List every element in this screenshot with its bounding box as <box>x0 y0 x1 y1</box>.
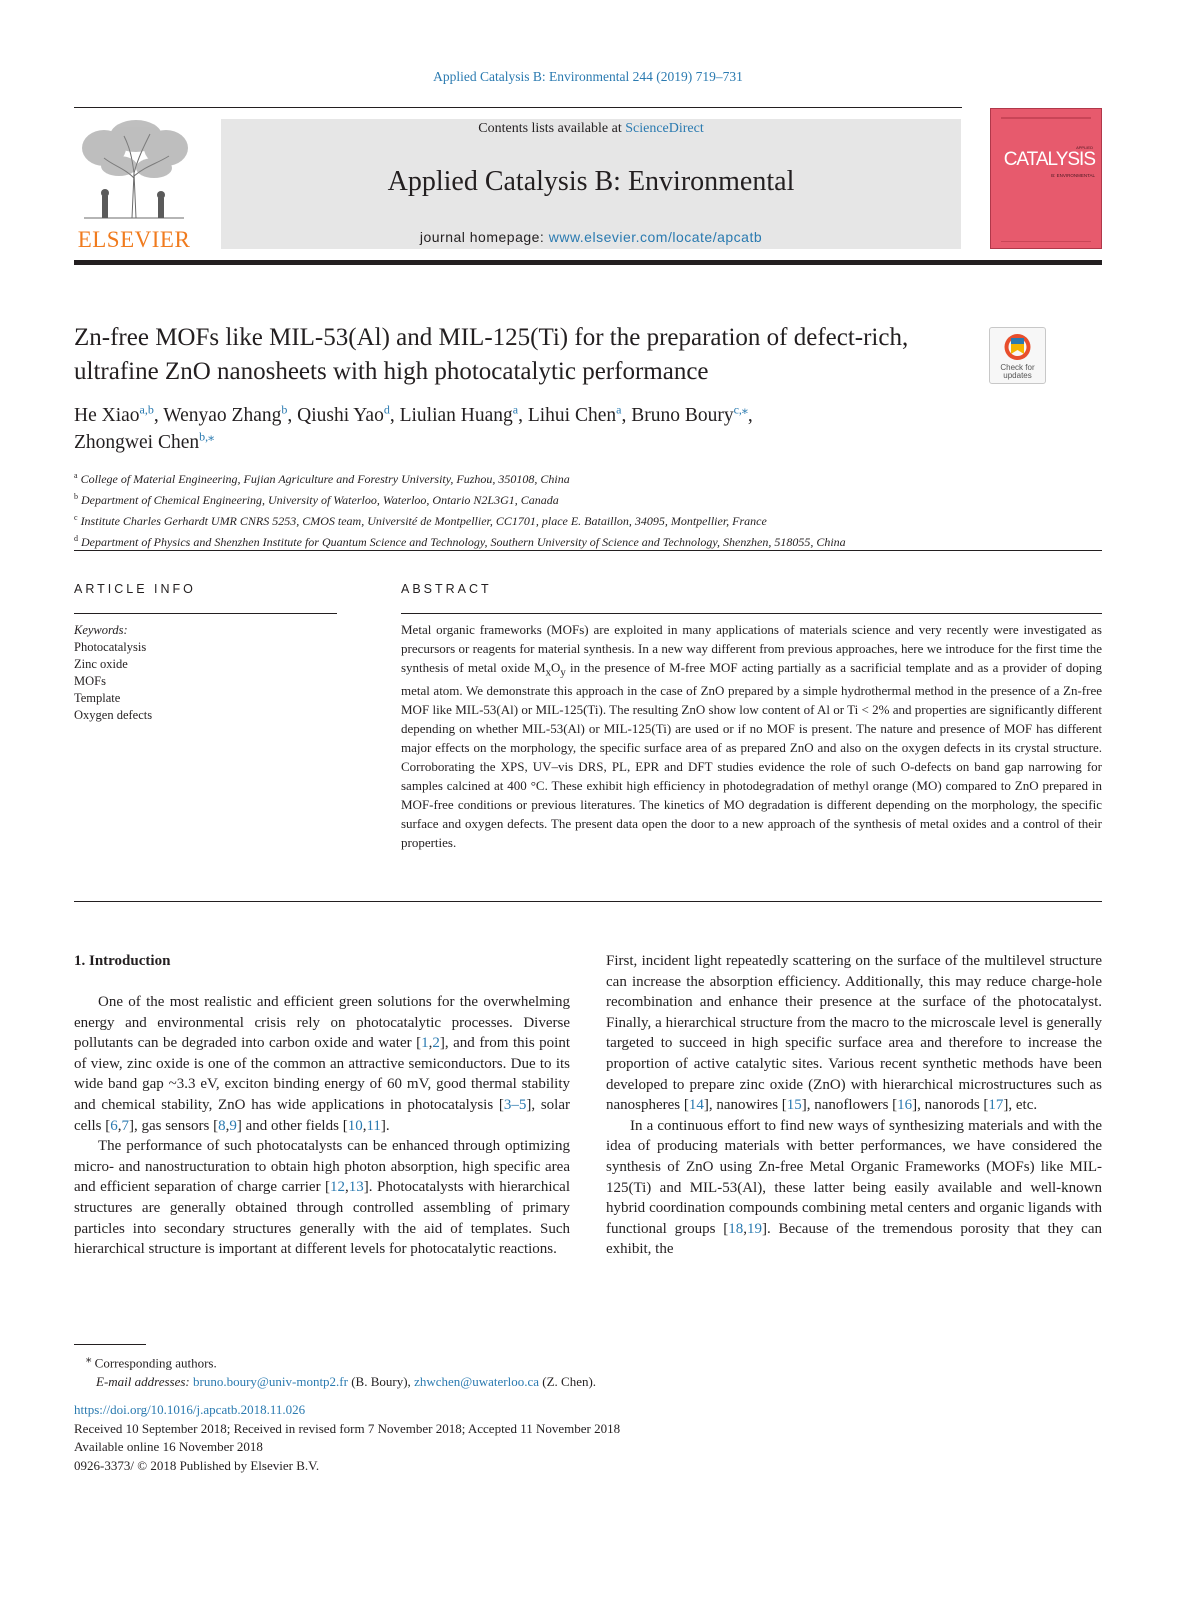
section-heading-introduction: 1. Introduction <box>74 953 171 969</box>
affiliation-text: Department of Chemical Engineering, University of Waterloo, Waterloo, Ontario N2L3G1, Canada <box>81 493 559 507</box>
body-text: The performance of such photocatalysts can be enhanced through optimizing micro- and nanostructuration to obtain high photon absorption, high specific area and efficient separation of charge carrier [ <box>74 1138 570 1196</box>
body-text: ], and from this point of view, zinc oxide is one of the common an attractive semiconductors. Due to its wide band gap ~3.3 eV, exciton binding energy of 60 mV, good thermal stability and chemical stability, ZnO has wide applications in photocatalysis [ <box>74 1035 570 1113</box>
body-text: ]. Because of the tremendous porosity that they can exhibit, the <box>606 1220 1103 1258</box>
body-text: In a continuous effort to find new ways of synthesizing materials and with the idea of producing materials with better performances, we have considered the synthesis of ZnO using Zn-free Metal Organic Frameworks (MOFs) like MIL-125(Ti) and MIL-53(Al), these latter being easily available and well-known hybrid coordination compounds combining metal centers and organic ligands with functional groups [ <box>606 1117 1102 1237</box>
elsevier-wordmark: ELSEVIER <box>77 227 191 252</box>
author-name[interactable]: Zhongwei Chen <box>74 432 200 453</box>
email-line <box>86 1373 1096 1392</box>
homepage-link[interactable]: www.elsevier.com/locate/apcatb <box>548 229 763 245</box>
copyright: 0926-3373/ © 2018 Published by Elsevier B.V. <box>74 1457 320 1473</box>
citation-link[interactable]: 13 <box>348 1179 364 1196</box>
author-name[interactable]: Liulian Huang <box>399 405 513 426</box>
email-owner: (B. Boury), <box>347 1373 415 1389</box>
contents-line <box>221 121 961 137</box>
body-text: ]. <box>380 1117 390 1134</box>
check-updates-label: Check for updates <box>1000 363 1035 380</box>
body-text: ], etc. <box>1003 1097 1038 1114</box>
cover-title: CATALYSIS <box>1003 149 1095 170</box>
citation-link[interactable]: 3–5 <box>503 1096 527 1113</box>
header-rule <box>74 107 962 108</box>
body-text: ], nanorods [ <box>912 1097 989 1114</box>
keyword[interactable]: Template <box>74 691 121 705</box>
affiliations <box>74 467 1094 551</box>
citation-link[interactable]: 14 <box>688 1097 704 1114</box>
running-head[interactable]: Applied Catalysis B: Environmental 244 (2019) 719–731 <box>433 69 743 84</box>
abstract-text <box>401 621 1102 852</box>
tree-icon <box>74 118 194 223</box>
journal-title[interactable]: Applied Catalysis B: Environmental <box>387 166 795 197</box>
body-column-left <box>74 992 570 1260</box>
homepage-prefix: journal homepage: <box>419 229 549 245</box>
citation-link[interactable]: 10 <box>347 1117 363 1134</box>
article-title: Zn-free MOFs like MIL-53(Al) and MIL-125(Ti) for the preparation of defect-rich, ultrafine ZnO nanosheets with high photocatalytic performance <box>74 324 909 385</box>
keyword[interactable]: Photocatalysis <box>74 640 147 654</box>
abstract-part: in the presence of M-free MOF acting partially as a sacrificial template and as a provider of doping metal atom. We demonstrate this approach in the case of ZnO prepared by a simple hydrothermal method in the presence of a Zn-free MOF like MIL-53(Al) or MIL-125(Ti). The resulting ZnO show low content of Al or Ti < 2% and properties are significantly different depending on whether MIL-53(Al) or MIL-125(Ti) are used or if no MOF is present. The nature and presence of MOF has different major effects on the morphology, the specific surface area of as prepared ZnO and also on the oxygen defects in its crystal structure. Corroborating the XPS, UV–vis DRS, PL, EPR and DFT studies evidence the role of such O-defects on band gap narrowing for samples calcined at 400 °C. These exhibit high efficiency in photodegradation of methyl orange (MO) compared to ZnO prepared in MOF-free conditions or previous literatures. The kinetics of MO degradation is different depending on the morphology, the specific surface and oxygen defects. The present data open the door to a new approach of the synthesis of metal oxides and a control of their properties. <box>401 659 1102 850</box>
doi-link[interactable]: https://doi.org/10.1016/j.apcatb.2018.11.026 <box>74 1402 306 1417</box>
body-text: ], solar cells [ <box>74 1096 571 1134</box>
author-name[interactable]: Lihui Chen <box>527 405 617 426</box>
body-text: ]. Photocatalysts with hierarchical structures are generally obtained through controlled assembling of primary particles into secondary structures generally with the aid of templates. Such hierarchical structure is important at different levels for photocatalytic reactions. <box>74 1179 570 1258</box>
corresponding-label: Corresponding authors. <box>94 1355 217 1371</box>
citation-link[interactable]: 8 <box>218 1117 226 1134</box>
citation-link[interactable]: 15 <box>786 1097 802 1114</box>
masthead <box>221 119 961 249</box>
journal-cover[interactable] <box>990 108 1102 249</box>
citation-link[interactable]: 6 <box>110 1117 118 1134</box>
abstract-subscript: x <box>545 666 552 679</box>
author-affil-mark[interactable]: c,⁎ <box>733 402 748 417</box>
email-label: E-mail addresses: <box>96 1373 190 1389</box>
citation-link[interactable]: 1 <box>421 1035 429 1052</box>
body-text: ] and other fields [ <box>236 1117 348 1134</box>
author-name[interactable]: Bruno Boury <box>631 405 734 426</box>
abstract-part: Metal organic frameworks (MOFs) are exploited in many applications of materials science and very recently were investigated as precursors or reagents for material synthesis. In a new way different from previous approaches, here we introduce for the first time the synthesis of metal oxide M <box>401 622 1102 675</box>
citation-link[interactable]: 2 <box>432 1035 440 1052</box>
author-affil-mark[interactable]: a <box>616 402 622 417</box>
affiliation-mark: c <box>74 513 78 522</box>
check-updates-icon <box>990 328 1045 368</box>
cover-top-text: APPLIED <box>1076 145 1093 150</box>
author-affil-mark[interactable]: a,b <box>139 402 154 417</box>
history-dates: Received 10 September 2018; Received in revised form 7 November 2018; Accepted 11 November 2018 <box>74 1420 621 1436</box>
affiliation-mark: b <box>74 492 78 501</box>
author-name[interactable]: He Xiao <box>74 405 140 426</box>
affiliation-text: Department of Physics and Shenzhen Institute for Quantum Science and Technology, Southern University of Science and Technology, Shenzhen, 518055, China <box>81 535 846 549</box>
keywords-label: Keywords: <box>74 623 128 637</box>
author-name[interactable]: Qiushi Yao <box>297 405 384 426</box>
citation-link[interactable]: 17 <box>988 1097 1004 1114</box>
footnote-mark: ⁎ <box>86 1353 92 1365</box>
footnote-rule <box>74 1344 146 1345</box>
citation-link[interactable]: 12 <box>330 1179 346 1196</box>
body-paragraph <box>606 951 1102 1116</box>
abstract-heading: ABSTRACT <box>401 582 492 596</box>
elsevier-logo[interactable] <box>74 118 204 253</box>
citation-link[interactable]: 18 <box>728 1220 744 1237</box>
affiliation <box>74 509 1094 530</box>
cover-subtitle: B: ENVIRONMENTAL <box>1051 173 1095 178</box>
author-affil-mark[interactable]: b <box>281 402 288 417</box>
contents-prefix: Contents lists available at <box>478 121 626 136</box>
abstract-subscript: y <box>560 666 566 679</box>
citation-link[interactable]: 7 <box>121 1117 129 1134</box>
abstract-rule <box>401 613 1102 614</box>
article-info-rule <box>74 613 337 614</box>
affiliation-mark: d <box>74 534 78 543</box>
article-info-heading: ARTICLE INFO <box>74 582 196 596</box>
abstract-end-rule <box>74 901 1102 902</box>
citation-link[interactable]: 11 <box>366 1117 381 1134</box>
sciencedirect-link[interactable]: ScienceDirect <box>625 121 704 136</box>
affiliation-text: College of Material Engineering, Fujian Agriculture and Forestry University, Fuzhou, 350108, China <box>80 472 570 486</box>
email-owner: (Z. Chen). <box>539 1373 597 1389</box>
check-for-updates-button[interactable] <box>989 327 1046 384</box>
citation-link[interactable]: 16 <box>897 1097 913 1114</box>
affiliation <box>74 530 1094 551</box>
corresponding-line <box>86 1350 1096 1373</box>
author-name[interactable]: Wenyao Zhang <box>163 405 282 426</box>
citation-link[interactable]: 19 <box>746 1220 762 1237</box>
author-affil-mark[interactable]: b,⁎ <box>199 429 215 444</box>
cover-bottom-rule <box>1001 241 1091 242</box>
keywords-block <box>74 622 334 724</box>
body-text: ], nanoflowers [ <box>801 1097 898 1114</box>
body-paragraph: In a continuous effort to find new ways of synthesizing materials and with the idea of producing materials with better performances, we have considered the synthesis of ZnO using Zn-free Metal Organic Frameworks (MOFs) like MIL-125(Ti) and MIL-53(Al), these latter being easily available and well-known hybrid coordination compounds combining metal centers and organic ligands with functional groups [18,19]. Because of the tremendous porosity that they can exhibit, the <box>606 1117 1103 1258</box>
homepage-line <box>221 229 961 245</box>
body-paragraph: One of the most realistic and efficient green solutions for the overwhelming energy and environmental crisis rely on photocatalytic processes. Diverse pollutants can be degraded into carbon oxide and water [1,2], and from this point of view, zinc oxide is one of the common an attractive semiconductors. Due to its wide band gap ~3.3 eV, exciton binding energy of 60 mV, good thermal stability and chemical stability, ZnO has wide applications in photocatalysis [3–5], solar cells [6,7], gas sensors [8,9] and other fields [10,11]. <box>74 994 571 1134</box>
online-date: Available online 16 November 2018 <box>74 1439 263 1454</box>
keyword[interactable]: Oxygen defects <box>74 708 153 722</box>
keyword[interactable]: Zinc oxide <box>74 657 128 671</box>
affiliation <box>74 488 1094 509</box>
affiliation-text: Institute Charles Gerhardt UMR CNRS 5253, CMOS team, Université de Montpellier, CC1701, place E. Bataillon, 34095, Montpellier, France <box>80 514 767 528</box>
affiliation <box>74 467 1094 488</box>
masthead-rule <box>74 260 1102 265</box>
corresponding-footnote <box>86 1350 1096 1391</box>
body-text: First, incident light repeatedly scattering on the surface of the multilevel structure can increase the absorption efficiency. Additionally, this may reduce charge-hole recombination and enhance their presence at the surface of the photocatalyst. Finally, a hierarchical structure from the macro to the microscale level is generally targeted to succeed in high specific surface area and therefore to increase the proportion of active catalytic sites. Various recent synthetic methods have been developed to prepare zinc oxide (ZnO) with hierarchical microstructures such as nanospheres [ <box>606 953 1102 1114</box>
author-affil-mark[interactable]: d <box>383 402 390 417</box>
body-text: ], gas sensors [ <box>128 1117 219 1134</box>
author-affil-mark[interactable]: a <box>512 402 519 417</box>
affiliation-rule <box>74 550 1102 551</box>
email-link[interactable]: bruno.boury@univ-montp2.fr <box>193 1373 348 1389</box>
keyword-list <box>74 639 334 724</box>
author-list: He Xiao$^{a,b}$, Wenyao Zhang$^b$, Qiushi Yao$^d$, Liulian Huang$^a$, Lihui Chen$^a$, Bruno Boury$^{c,⁎}$, Zhongwei Chen$^{b,⁎}$ <box>74 402 753 453</box>
body-paragraph: The performance of such photocatalysts can be enhanced through optimizing micro- and nanostructuration to obtain high photon absorption, high specific area and efficient separation of charge carrier [12,13]. Photocatalysts with hierarchical structures are generally obtained through controlled assembling of primary particles into secondary structures generally with the aid of templates. Such hierarchical structure is important at different levels for photocatalytic reactions. <box>74 1138 570 1258</box>
body-column-right <box>606 951 1102 1260</box>
keyword[interactable]: MOFs <box>74 674 106 688</box>
body-text: One of the most realistic and efficient green solutions for the overwhelming energy and environmental crisis rely on photocatalytic processes. Diverse pollutants can be degraded into carbon oxide and water [ <box>74 994 570 1052</box>
affiliation-mark: a <box>74 471 78 480</box>
body-text: ], nanowires [ <box>703 1097 787 1114</box>
abstract-part: O <box>551 659 561 675</box>
publication-info <box>74 1401 1084 1475</box>
email-link[interactable]: zhwchen@uwaterloo.ca <box>414 1373 540 1389</box>
cover-strip <box>1001 117 1091 119</box>
citation-link[interactable]: 9 <box>229 1117 237 1134</box>
